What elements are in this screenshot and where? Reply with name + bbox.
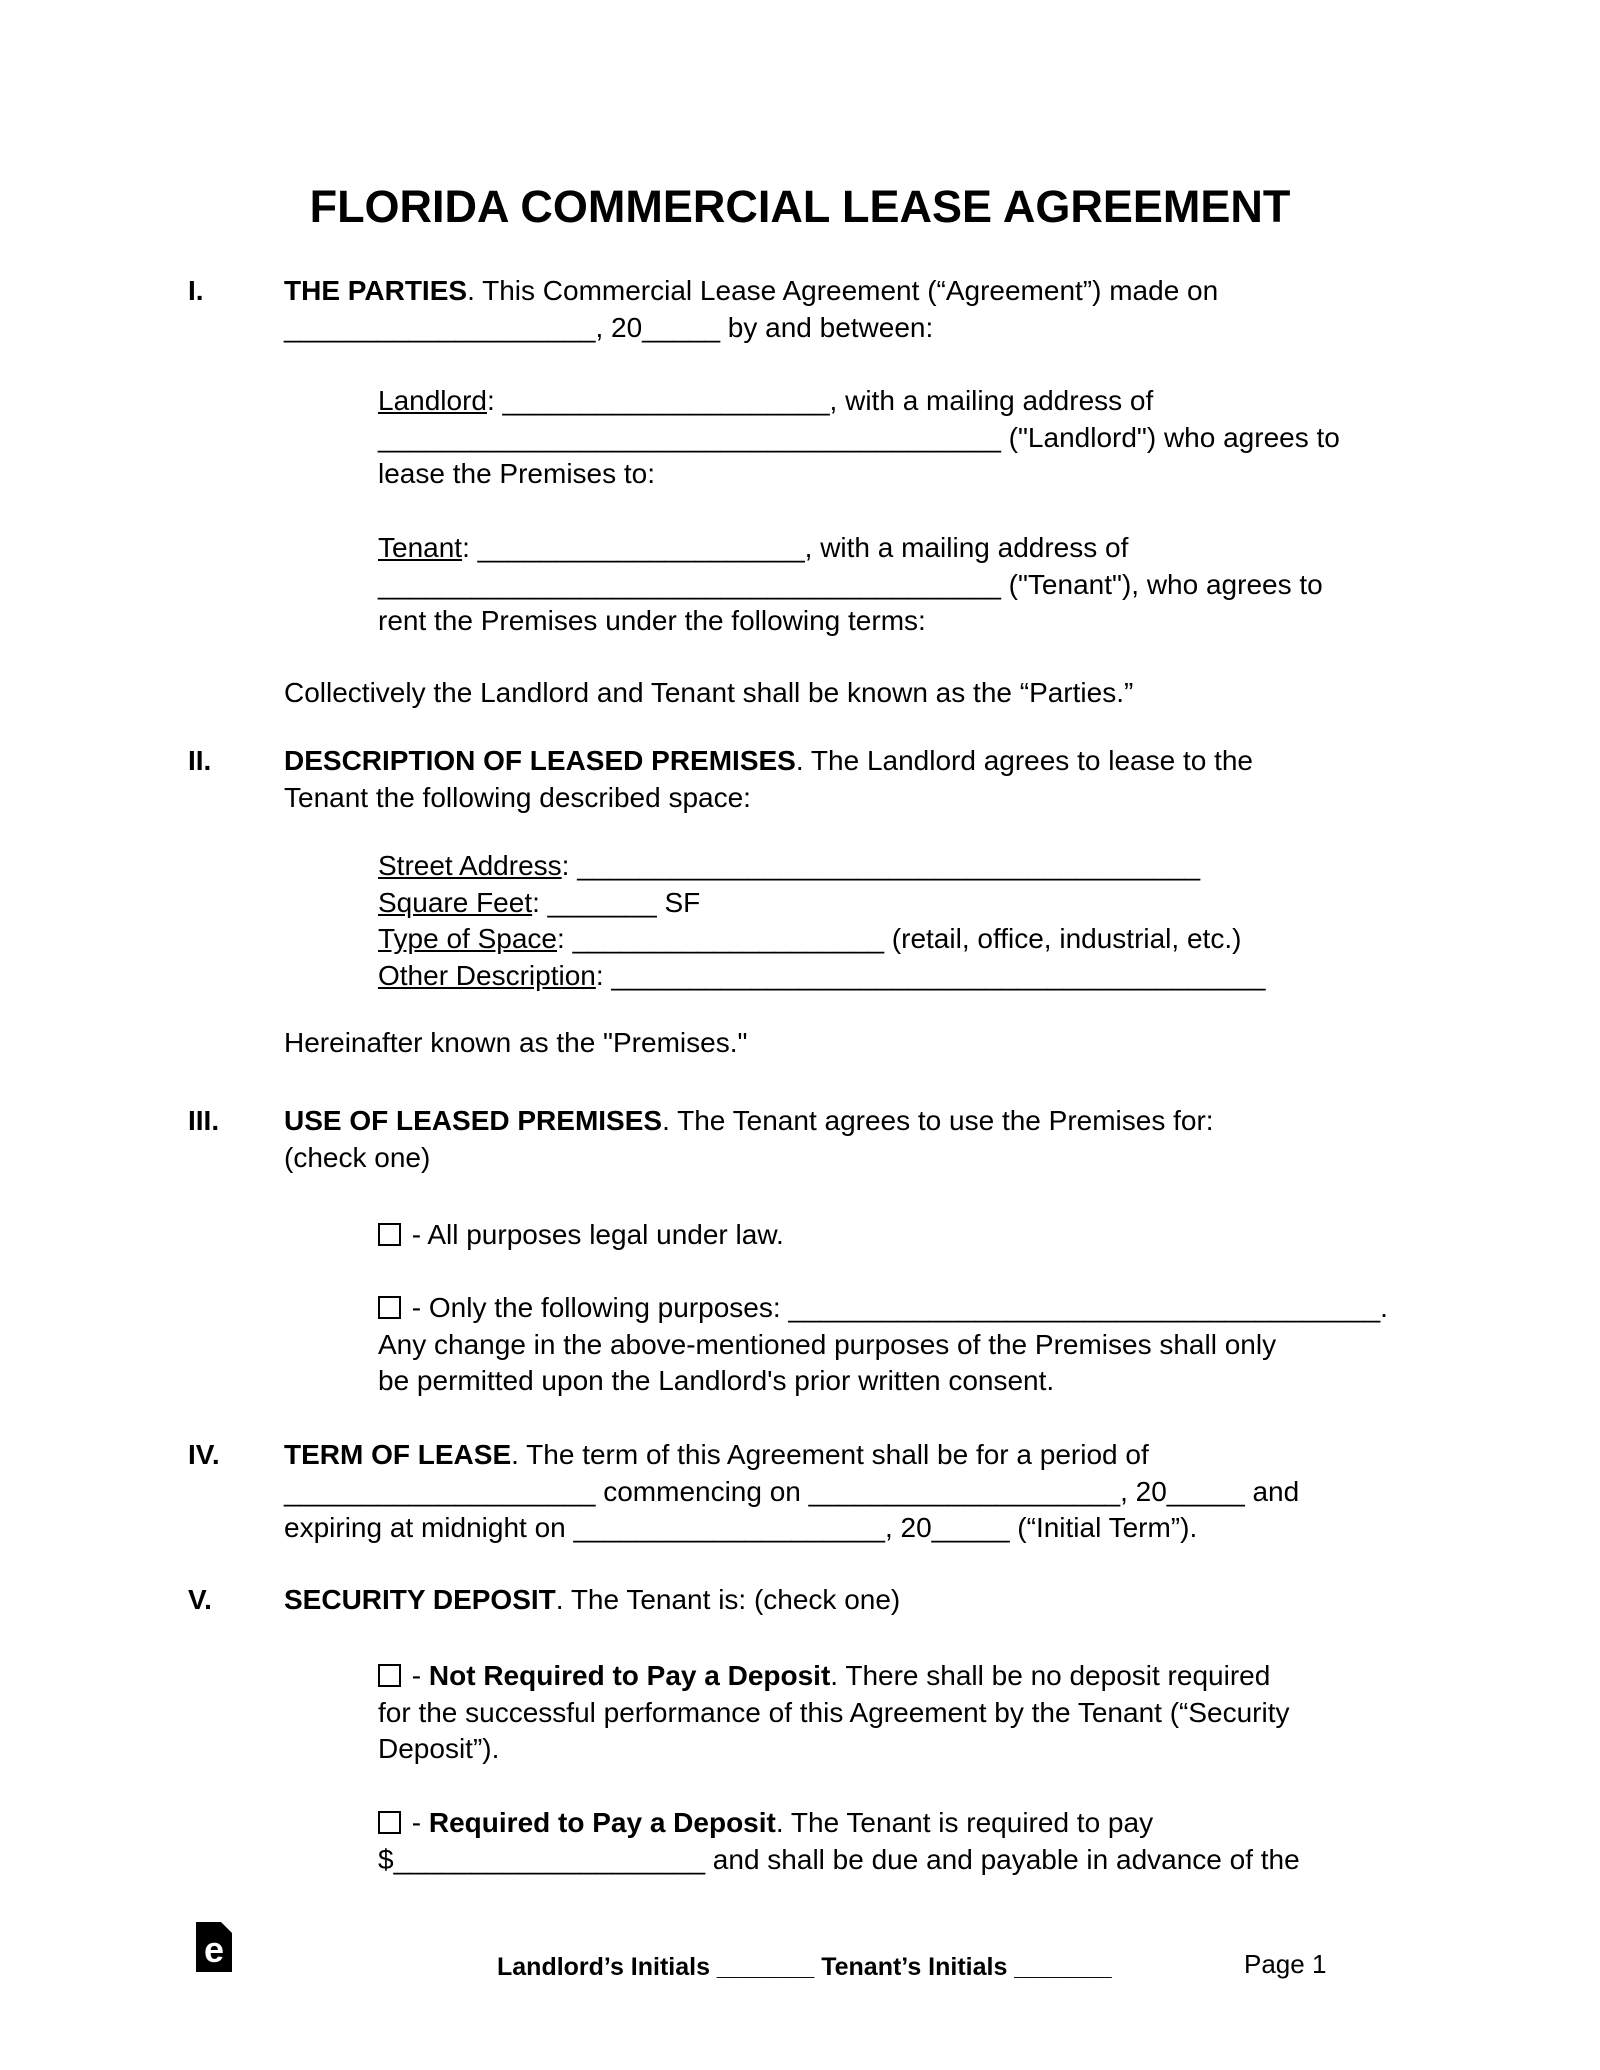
text-line <box>378 1805 1300 1842</box>
text-line <box>284 675 1133 712</box>
text-segment: . This Commercial Lease Agreement (“Agreement”) made on <box>467 275 1219 306</box>
text-line <box>378 603 1323 640</box>
eforms-logo-letter: e <box>203 1929 225 1970</box>
text-line <box>378 1695 1290 1732</box>
text-segment: - All purposes legal under law. <box>404 1219 784 1250</box>
text-segment: : __________________________________________ <box>595 959 1266 991</box>
text-segment: rent the Premises under the following terms: <box>378 605 926 636</box>
text-segment: : ____________________ (retail, office, industrial, etc.) <box>557 923 1242 954</box>
text-segment: USE OF LEASED PREMISES <box>284 1105 663 1136</box>
underlined-label: Street Address <box>378 850 562 881</box>
text-line <box>284 1510 1299 1547</box>
text-line <box>284 1474 1299 1511</box>
text-line <box>378 1842 1300 1879</box>
text-segment: Required to Pay a Deposit <box>428 1807 776 1838</box>
text-segment: . The Tenant is: (check one) <box>555 1584 901 1615</box>
text-segment: ________________________________________ ("Landlord") who agrees to <box>378 421 1340 453</box>
text-line <box>378 383 1340 420</box>
text-segment: Not Required to Pay a Deposit <box>428 1660 831 1691</box>
text-segment: : ________________________________________ <box>561 850 1201 881</box>
text-line <box>284 1140 1214 1177</box>
text-segment: ____________________, 20_____ by and between: <box>284 311 934 343</box>
deposit-option-required <box>378 1805 1300 1878</box>
text-segment: DESCRIPTION OF LEASED PREMISES <box>284 745 796 776</box>
text-segment: ____________________ commencing on ____________________, 20_____ and <box>284 1475 1300 1507</box>
text-line <box>284 1582 900 1619</box>
text-line <box>378 530 1323 567</box>
section-ii-description-of-leased-premises <box>188 743 1253 816</box>
section-numeral: V. <box>188 1584 212 1615</box>
text-segment: - <box>404 1660 429 1691</box>
text-segment: Hereinafter known as the "Premises." <box>284 1027 748 1058</box>
text-line <box>378 420 1340 457</box>
text-segment: - Only the following purposes: ______________________________________. <box>404 1292 1388 1323</box>
text-line <box>378 1217 784 1254</box>
section-i-the-parties <box>188 273 1219 346</box>
underlined-label: Square Feet <box>378 886 533 918</box>
text-line <box>284 1437 1299 1474</box>
premises-details <box>378 848 1265 994</box>
text-line <box>284 780 1253 817</box>
text-segment: Tenant the following described space: <box>284 781 751 813</box>
section-iii-use-of-leased-premises <box>188 1103 1214 1176</box>
text-line <box>378 921 1265 958</box>
text-segment: expiring at midnight on ____________________, 20_____ (“Initial Term”). <box>284 1512 1198 1543</box>
text-segment: . The Tenant agrees to use the Premises for: <box>662 1105 1214 1136</box>
text-segment: : _______ SF <box>532 886 701 918</box>
underlined-label: Landlord <box>378 385 487 416</box>
use-option-all-purposes <box>378 1217 784 1254</box>
checkbox-icon[interactable] <box>378 1296 401 1319</box>
section-iv-term-of-lease <box>188 1437 1300 1547</box>
text-segment: Any change in the above-mentioned purposes of the Premises shall only <box>378 1328 1277 1360</box>
eforms-logo-icon <box>196 1922 232 1972</box>
text-segment: : _____________________, with a mailing address of <box>462 532 1129 563</box>
checkbox-icon[interactable] <box>378 1664 401 1687</box>
text-segment: (check one) <box>284 1141 431 1173</box>
text-segment: be permitted upon the Landlord's prior written consent. <box>378 1365 1055 1396</box>
text-line <box>284 310 1218 347</box>
checkbox-icon[interactable] <box>378 1223 401 1246</box>
parties-collectively <box>284 675 1133 712</box>
text-line <box>378 1363 1388 1400</box>
text-segment: lease the Premises to: <box>378 458 656 489</box>
text-segment: SECURITY DEPOSIT <box>284 1584 556 1615</box>
text-segment: . The Tenant is required to pay <box>775 1807 1154 1838</box>
text-segment: . The Landlord agrees to lease to the <box>795 745 1253 776</box>
text-line <box>284 1025 747 1062</box>
footer-initials-line: Landlord’s Initials _______ Tenant’s Initials _______ <box>497 1953 1112 1981</box>
text-line <box>378 567 1323 604</box>
section-v-security-deposit <box>188 1582 901 1619</box>
text-line <box>378 848 1265 885</box>
text-line <box>378 1327 1388 1364</box>
text-line <box>284 273 1218 310</box>
text-segment: . The term of this Agreement shall be for a period of <box>511 1439 1149 1470</box>
tenant-clause <box>378 530 1323 640</box>
text-line <box>284 743 1253 780</box>
text-segment: TERM OF LEASE <box>284 1439 512 1470</box>
deposit-option-not-required <box>378 1658 1290 1768</box>
underlined-label: Other Description <box>378 959 596 991</box>
section-numeral: II. <box>188 745 212 776</box>
text-line <box>378 1658 1290 1695</box>
text-line <box>378 885 1265 922</box>
text-segment: . There shall be no deposit required <box>830 1660 1271 1691</box>
text-segment: ________________________________________ ("Tenant"), who agrees to <box>378 568 1323 600</box>
section-numeral: IV. <box>188 1439 220 1470</box>
text-segment: : _____________________, with a mailing address of <box>486 385 1154 416</box>
text-line <box>378 1731 1290 1768</box>
use-option-only-purposes <box>378 1290 1388 1400</box>
document-title: FLORIDA COMMERCIAL LEASE AGREEMENT <box>309 181 1291 232</box>
text-line <box>284 1103 1214 1140</box>
hereinafter-premises <box>284 1025 747 1062</box>
section-numeral: III. <box>188 1105 220 1136</box>
underlined-label: Tenant <box>378 532 463 563</box>
underlined-label: Type of Space <box>378 923 558 954</box>
text-line <box>378 958 1265 995</box>
landlord-clause <box>378 383 1340 493</box>
text-line <box>378 456 1340 493</box>
text-segment: Deposit”). <box>378 1733 500 1764</box>
checkbox-icon[interactable] <box>378 1811 401 1834</box>
text-segment: $____________________ and shall be due and payable in advance of the <box>378 1843 1300 1875</box>
text-segment: for the successful performance of this Agreement by the Tenant (“Security <box>378 1696 1290 1728</box>
text-segment: - <box>404 1807 429 1838</box>
text-segment: Collectively the Landlord and Tenant shall be known as the “Parties.” <box>284 677 1134 708</box>
footer-page-number: Page 1 <box>1244 1949 1327 1979</box>
text-line <box>378 1290 1388 1327</box>
text-segment: THE PARTIES <box>284 275 468 306</box>
section-numeral: I. <box>188 275 204 306</box>
